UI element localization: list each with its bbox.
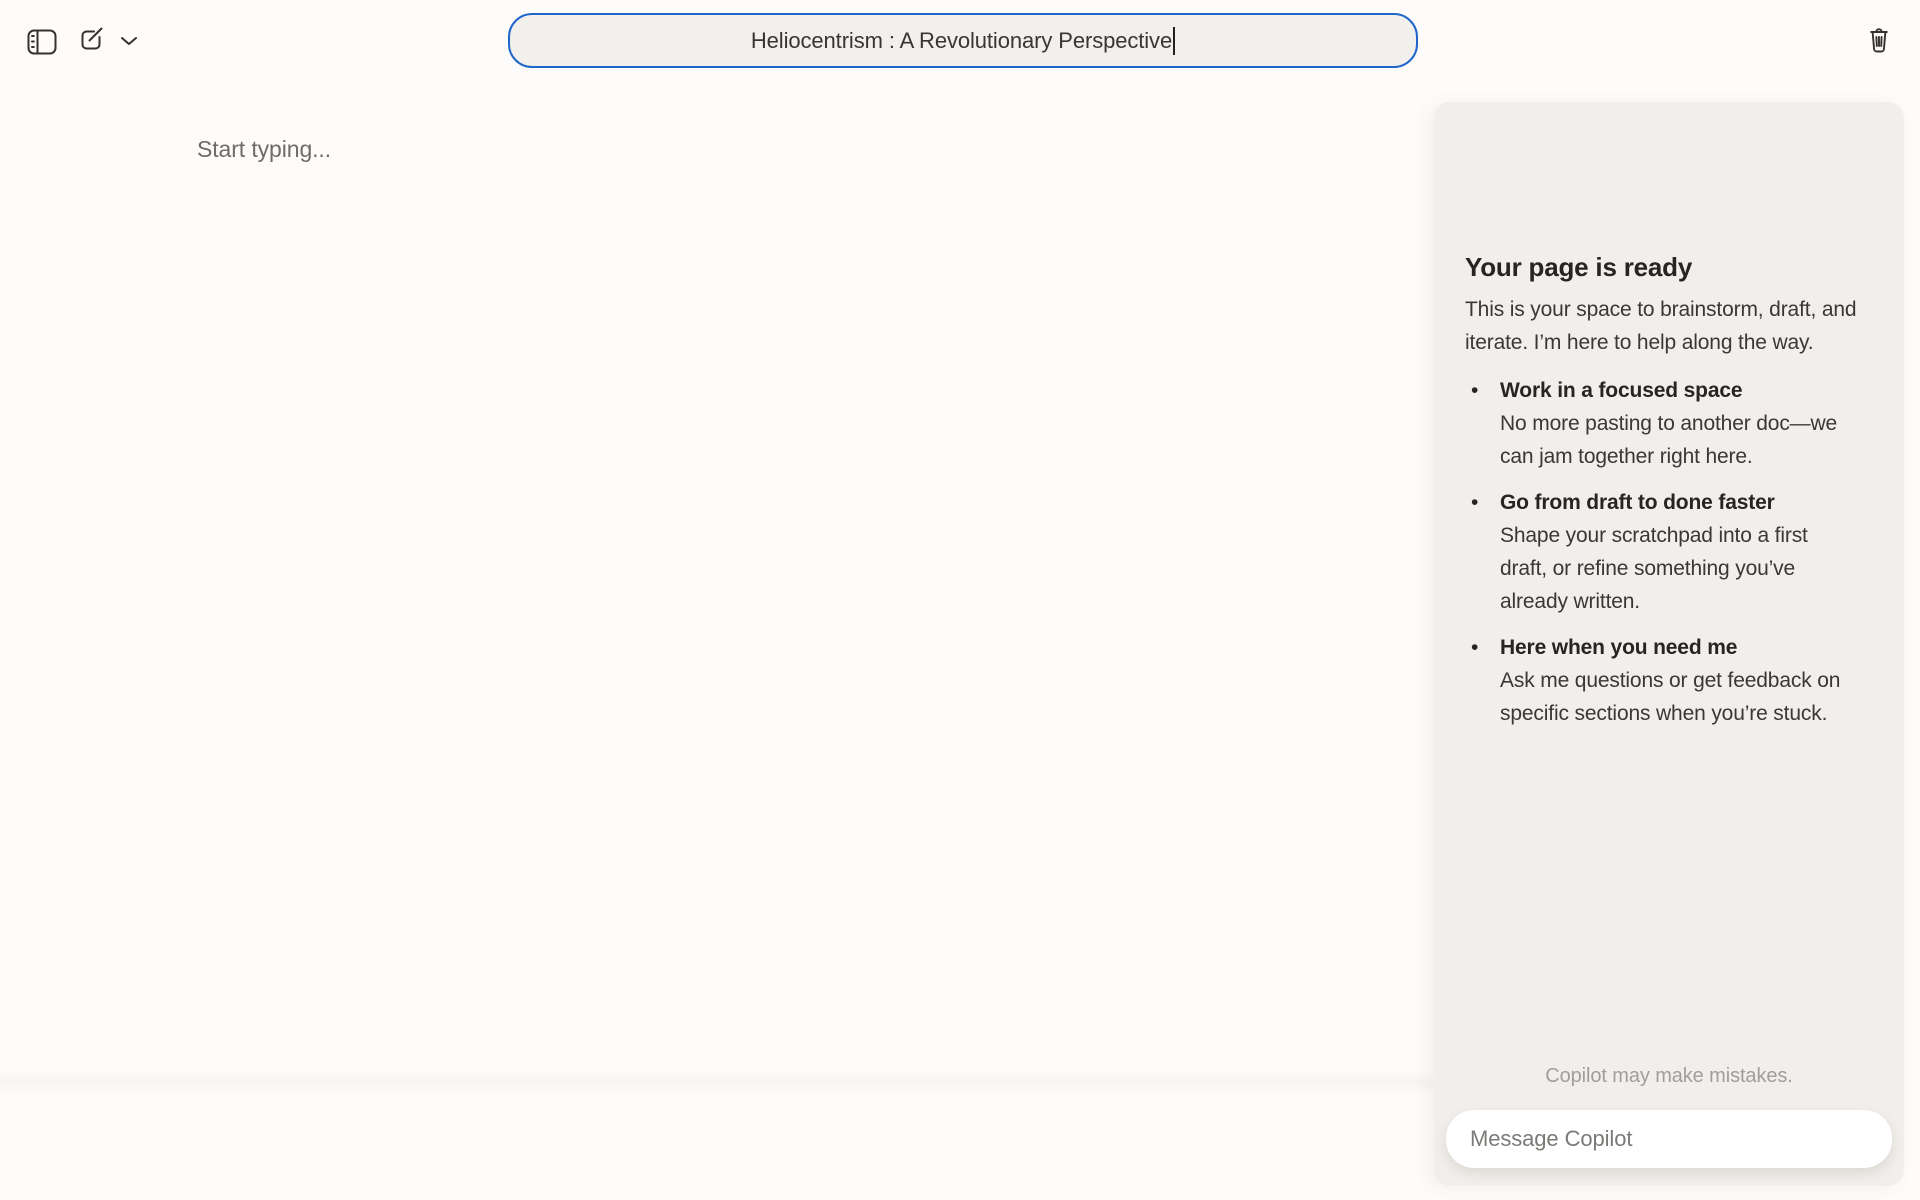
tip-item	[1465, 486, 1884, 618]
copilot-panel	[1434, 102, 1904, 1186]
editor-canvas[interactable]	[0, 82, 1420, 1200]
tip-item	[1465, 631, 1884, 730]
bullet-icon: •	[1471, 636, 1479, 659]
tip-title: Go from draft to done faster	[1500, 491, 1775, 514]
tip-body: Ask me questions or get feedback on specific sections when you’re stuck.	[1500, 669, 1841, 725]
page-title-text: Heliocentrism : A Revolutionary Perspective	[750, 27, 1173, 53]
tip-body: Shape your scratchpad into a first draft, or refine something you’ve already written.	[1500, 524, 1808, 613]
bullet-icon: •	[1471, 491, 1479, 514]
top-toolbar	[0, 0, 1920, 82]
panel-heading: Your page is ready	[1465, 252, 1693, 282]
tips-list	[1465, 374, 1884, 730]
delete-page-button[interactable]	[1860, 22, 1898, 60]
tip-body: No more pasting to another doc—we can jam together right here.	[1500, 412, 1838, 468]
tip-title: Work in a focused space	[1500, 379, 1743, 402]
text-caret	[1173, 27, 1175, 55]
tip-item	[1465, 374, 1884, 473]
message-copilot-input[interactable]	[1446, 1110, 1892, 1168]
bullet-icon: •	[1471, 379, 1479, 402]
editor-placeholder: Start typing...	[197, 136, 332, 162]
page-title-input[interactable]	[508, 13, 1418, 68]
sidebar-panel-icon	[27, 29, 57, 55]
new-page-button[interactable]	[74, 22, 110, 58]
sidebar-toggle-button[interactable]	[24, 24, 60, 60]
tip-title: Here when you need me	[1500, 636, 1738, 659]
compose-icon	[77, 25, 107, 55]
page-options-dropdown[interactable]	[116, 28, 142, 54]
copilot-disclaimer: Copilot may make mistakes.	[1545, 1065, 1793, 1087]
trash-icon	[1866, 27, 1892, 55]
panel-intro: This is your space to brainstorm, draft, and iterate. I’m here to help along the way.	[1465, 298, 1857, 354]
copilot-welcome-card	[1465, 252, 1884, 743]
chevron-down-icon	[120, 36, 138, 46]
